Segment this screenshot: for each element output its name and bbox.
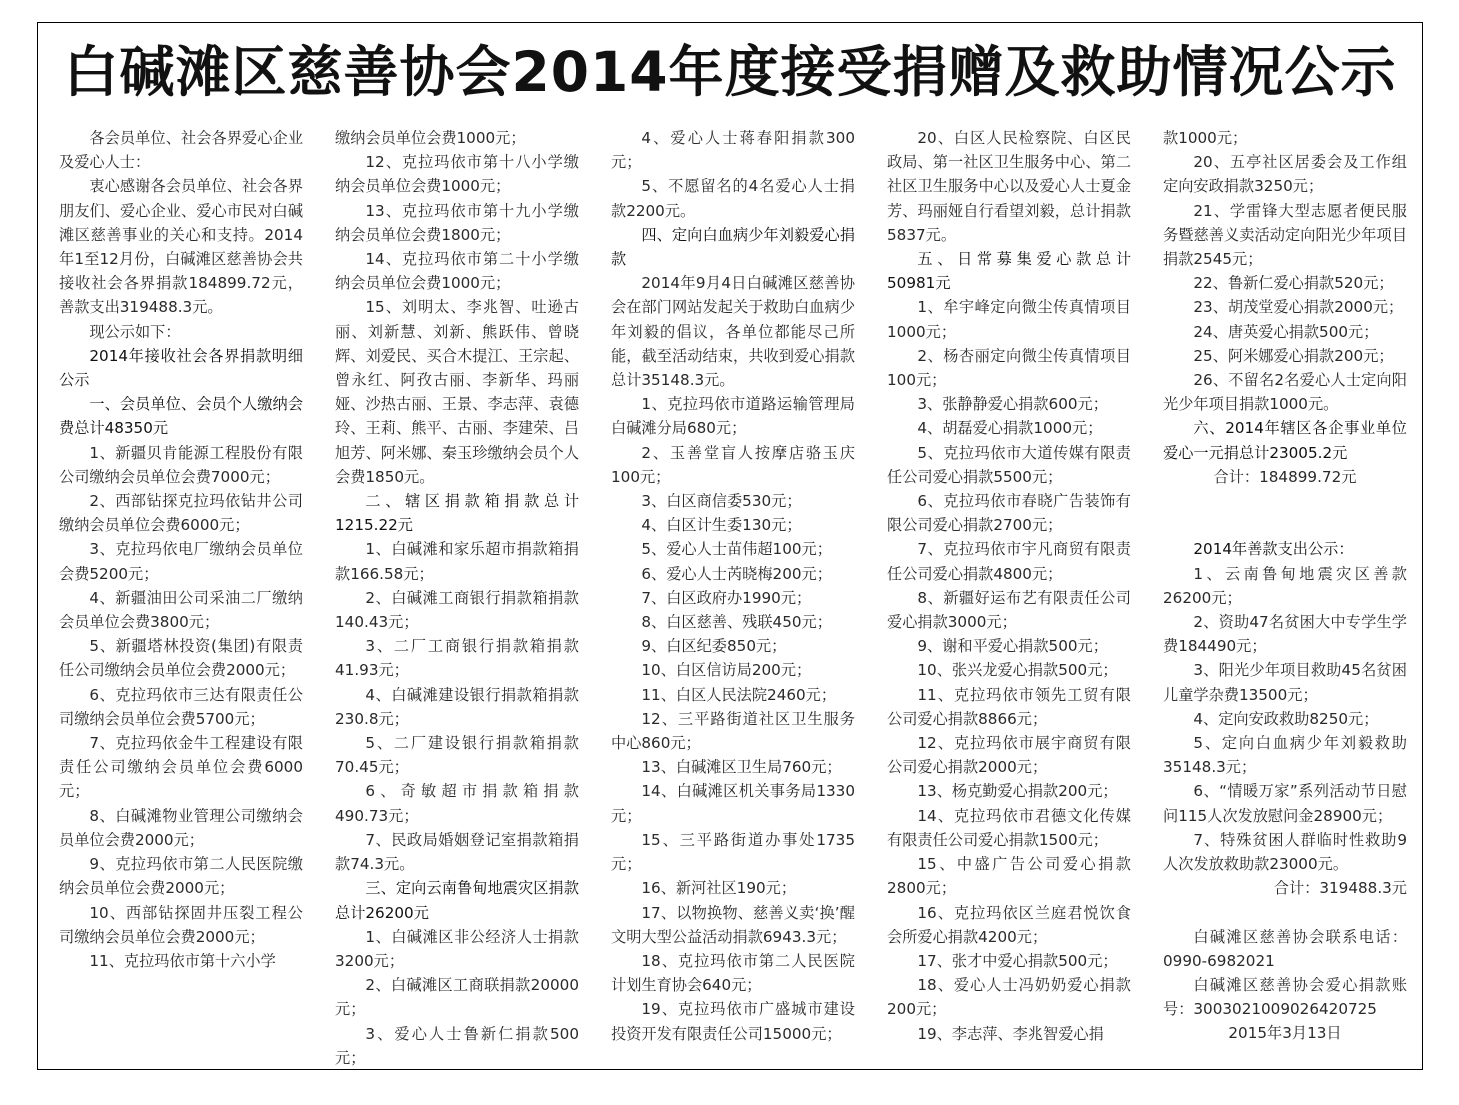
list-item: 3、阳光少年项目救助45名贫困儿童学杂费13500元；: [1163, 661, 1407, 704]
list-item: 3、白区商信委530元；: [641, 492, 802, 511]
list-item: 13、杨克勤爱心捐款200元；: [917, 782, 1118, 801]
list-item: 5、爱心人士苗伟超100元；: [641, 540, 832, 559]
list-item: 6、爱心人士芮晓梅200元；: [641, 564, 832, 583]
list-item: 2、资助47名贫困大中专学生学费184490元；: [1163, 613, 1407, 656]
list-item: 5、新疆塔林投资(集团)有限责任公司缴纳会员单位会费2000元；: [59, 637, 303, 680]
total-spent: 合计：319488.3元: [1273, 879, 1407, 898]
column-1: [59, 126, 303, 1068]
list-item: 22、鲁新仁爱心捐款520元；: [1193, 274, 1394, 293]
spacer: [1163, 900, 1407, 924]
donation-account: 白碱滩区慈善协会爱心捐款账号：3003021009026420725: [1163, 976, 1407, 1019]
list-item: 5、定向白血病少年刘毅救助35148.3元；: [1163, 734, 1407, 777]
list-item: 5、克拉玛依市大道传媒有限责任公司爱心捐款5500元；: [887, 443, 1131, 486]
list-item: 3、张静静爱心捐款600元；: [917, 395, 1108, 414]
section-heading: 一、会员单位、会员个人缴纳会费总计48350元: [59, 395, 303, 438]
section-heading: 六、2014年辖区各企事业单位爱心一元捐总计23005.2元: [1163, 419, 1407, 462]
paragraph: 现公示如下：: [89, 322, 181, 341]
section-heading: 五、日常募集爱心款总计50981元: [887, 250, 1131, 293]
list-item: 18、爱心人士冯奶奶爱心捐款200元；: [887, 976, 1131, 1019]
paragraph: 各会员单位、社会各界爱心企业及爱心人士：: [59, 129, 303, 172]
list-item: 2、白碱滩工商银行捐款箱捐款140.43元；: [335, 588, 579, 632]
list-item: 12、克拉玛依市第十八小学缴纳会员单位会费1000元；: [335, 153, 579, 196]
expense-heading: 2014年善款支出公示：: [1193, 540, 1354, 559]
list-item: 25、阿米娜爱心捐款200元；: [1193, 346, 1394, 365]
paragraph: 2014年9月4日白碱滩区慈善协会在部门网站发起关于救助白血病少年刘毅的倡议，各单位都能尽己所能，截至活动结束，共收到爱心捐款总计35148.3元。: [611, 274, 855, 390]
list-item: 11、克拉玛依市第十六小学: [89, 951, 276, 970]
notice-date: 2015年3月13日: [1228, 1024, 1342, 1043]
list-item: 14、克拉玛依市第二十小学缴纳会员单位会费1000元；: [335, 250, 579, 293]
list-item: 10、张兴龙爱心捐款500元；: [917, 661, 1118, 680]
list-item: 9、谢和平爱心捐款500元；: [917, 637, 1108, 656]
list-item: 4、白碱滩建设银行捐款箱捐款230.8元；: [335, 685, 579, 728]
section-heading: 2014年接收社会各界捐款明细公示: [59, 346, 303, 390]
list-item: 14、克拉玛依市君德文化传媒有限责任公司爱心捐款1500元；: [887, 806, 1131, 849]
paragraph: 衷心感谢各会员单位、社会各界朋友们、爱心企业、爱心市民对白碱滩区慈善事业的关心和支持。2014年1至12月份，白碱滩区慈善协会共接收社会各界捐款184899.72元，善款支出319488.3元。: [59, 177, 303, 317]
list-item: 5、二厂建设银行捐款箱捐款70.45元；: [335, 734, 579, 777]
list-item: 19、李志萍、李兆智爱心捐: [917, 1024, 1104, 1043]
list-item: 24、唐英爱心捐款500元；: [1193, 322, 1379, 341]
list-item: 6、克拉玛依市春晓广告装饰有限公司爱心捐款2700元；: [887, 492, 1131, 535]
column-2: [335, 126, 579, 1068]
list-item: 4、爱心人士蒋春阳捐款300元；: [611, 129, 855, 172]
list-item: 12、三平路街道社区卫生服务中心860元；: [611, 709, 855, 753]
spacer: [1163, 513, 1407, 537]
list-item: 2、杨杏丽定向微尘传真情项目100元；: [887, 346, 1131, 390]
list-item: 4、白区计生委130元；: [641, 516, 802, 535]
list-item: 9、克拉玛依市第二人民医院缴纳会员单位会费2000元；: [59, 855, 303, 898]
list-item: 15、中盛广告公司爱心捐款2800元；: [887, 855, 1131, 898]
list-item: 7、白区政府办1990元；: [641, 588, 812, 607]
list-item: 10、西部钻探固井压裂工程公司缴纳会员单位会费2000元；: [59, 903, 303, 946]
list-item: 21、学雷锋大型志愿者便民服务暨慈善义卖活动定向阳光少年项目捐款2545元；: [1163, 201, 1407, 269]
section-heading: 二、辖区捐款箱捐款总计1215.22元: [335, 492, 579, 535]
list-item: 7、克拉玛依金牛工程建设有限责任公司缴纳会员单位会费6000元；: [59, 734, 303, 801]
list-item: 9、白区纪委850元；: [641, 637, 787, 656]
list-item: 1、新疆贝肯能源工程股份有限公司缴纳会员单位会费7000元；: [59, 443, 303, 486]
list-item: 17、张才中爱心捐款500元；: [917, 951, 1118, 970]
list-item: 3、克拉玛依电厂缴纳会员单位会费5200元；: [59, 540, 303, 583]
section-heading: 三、定向云南鲁甸地震灾区捐款总计26200元: [335, 879, 579, 922]
list-item: 2、西部钻探克拉玛依钻井公司缴纳会员单位会费6000元；: [59, 492, 303, 535]
list-item: 6、克拉玛依市三达有限责任公司缴纳会员单位会费5700元；: [59, 685, 303, 728]
list-item: 1、白碱滩区非公经济人士捐款3200元；: [335, 927, 579, 970]
list-item: 15、刘明太、李兆智、吐逊古丽、刘新慧、刘新、熊跃伟、曾晓辉、刘爱民、买合木提江、王宗起、曾永红、阿孜古丽、李新华、玛丽娅、沙热古丽、王景、李志萍、袁德玲、王莉、熊平、古丽、李建荣、吕旭芳、阿米娜、秦玉珍缴纳会员个人会费1850元。: [335, 298, 579, 486]
contact-phone: 白碱滩区慈善协会联系电话：0990-6982021: [1163, 927, 1407, 970]
list-item: 4、胡磊爱心捐款1000元；: [917, 419, 1103, 438]
list-item: 4、定向安政救助8250元；: [1193, 709, 1379, 728]
list-item: 4、新疆油田公司采油二厂缴纳会员单位会费3800元；: [59, 588, 303, 632]
list-item: 7、民政局婚姻登记室捐款箱捐款74.3元。: [335, 830, 579, 874]
list-item: 20、白区人民检察院、白区民政局、第一社区卫生服务中心、第二社区卫生服务中心以及爱心人士夏金芳、玛丽娅自行看望刘毅，总计捐款5837元。: [887, 129, 1131, 244]
list-item: 11、克拉玛依市领先工贸有限公司爱心捐款8866元；: [887, 685, 1131, 728]
list-item: 16、克拉玛依区兰庭君悦饮食会所爱心捐款4200元；: [887, 903, 1131, 946]
page-title: 白碱滩区慈善协会2014年度接受捐赠及救助情况公示: [63, 40, 1397, 104]
list-item: 12、克拉玛依市展宇商贸有限公司爱心捐款2000元；: [887, 734, 1131, 777]
list-item: 3、爱心人士鲁新仁捐款500元；: [335, 1024, 579, 1067]
column-4: [887, 126, 1131, 1068]
list-item: 2、玉善堂盲人按摩店骆玉庆100元；: [611, 443, 855, 486]
list-item: 20、五亭社区居委会及工作组定向安政捐款3250元；: [1163, 153, 1407, 196]
list-item: 11、白区人民法院2460元；: [641, 685, 837, 704]
list-item: 7、特殊贫困人群临时性救助9人次发放救助款23000元。: [1163, 830, 1407, 874]
spacer: [1163, 489, 1407, 513]
list-item: 1、白碱滩和家乐超市捐款箱捐款166.58元；: [335, 540, 579, 583]
list-item: 5、不愿留名的4名爱心人士捐款2200元。: [611, 177, 855, 220]
list-item: 2、白碱滩区工商联捐款20000元；: [335, 976, 579, 1019]
list-item: 8、新疆好运布艺有限责任公司爱心捐款3000元；: [887, 588, 1131, 632]
notice-frame: [37, 22, 1423, 1070]
list-item: 1、云南鲁甸地震灾区善款26200元；: [1163, 564, 1407, 607]
list-item: 19、克拉玛依市广盛城市建设投资开发有限责任公司15000元；: [611, 1000, 855, 1043]
list-item: 3、二厂工商银行捐款箱捐款41.93元；: [335, 637, 579, 680]
total-received: 合计：184899.72元: [1213, 467, 1357, 486]
list-item: 1、克拉玛依市道路运输管理局白碱滩分局680元；: [611, 395, 855, 438]
list-item: 6、奇敏超市捐款箱捐款490.73元；: [335, 782, 579, 825]
list-item: 18、克拉玛依市第二人民医院计划生育协会640元；: [611, 951, 855, 995]
list-item: 款1000元；: [1163, 129, 1248, 147]
section-heading: 四、定向白血病少年刘毅爱心捐款: [611, 225, 855, 269]
list-item: 8、白区慈善、残联450元；: [641, 613, 832, 632]
list-item: 23、胡茂堂爱心捐款2000元；: [1193, 298, 1404, 317]
list-item: 16、新河社区190元；: [641, 879, 797, 898]
list-item: 缴纳会员单位会费1000元；: [335, 129, 526, 147]
list-item: 26、不留名2名爱心人士定向阳光少年项目捐款1000元。: [1163, 371, 1407, 414]
list-item: 6、“情暖万家”系列活动节日慰问115人次发放慰问金28900元；: [1163, 782, 1407, 825]
list-item: 14、白碱滩区机关事务局1330元；: [611, 782, 855, 825]
list-item: 8、白碱滩物业管理公司缴纳会员单位会费2000元；: [59, 806, 303, 849]
list-item: 13、白碱滩区卫生局760元；: [641, 758, 842, 777]
list-item: 7、克拉玛依市宇凡商贸有限责任公司爱心捐款4800元；: [887, 540, 1131, 583]
column-3: [611, 126, 855, 1068]
list-item: 15、三平路街道办事处1735元；: [611, 830, 855, 874]
list-item: 1、牟宇峰定向微尘传真情项目1000元；: [887, 298, 1131, 341]
column-5: [1163, 126, 1407, 1068]
list-item: 10、白区信访局200元；: [641, 661, 812, 680]
list-item: 17、以物换物、慈善义卖‘换’醒文明大型公益活动捐款6943.3元；: [611, 903, 855, 946]
list-item: 13、克拉玛依市第十九小学缴纳会员单位会费1800元；: [335, 201, 579, 244]
